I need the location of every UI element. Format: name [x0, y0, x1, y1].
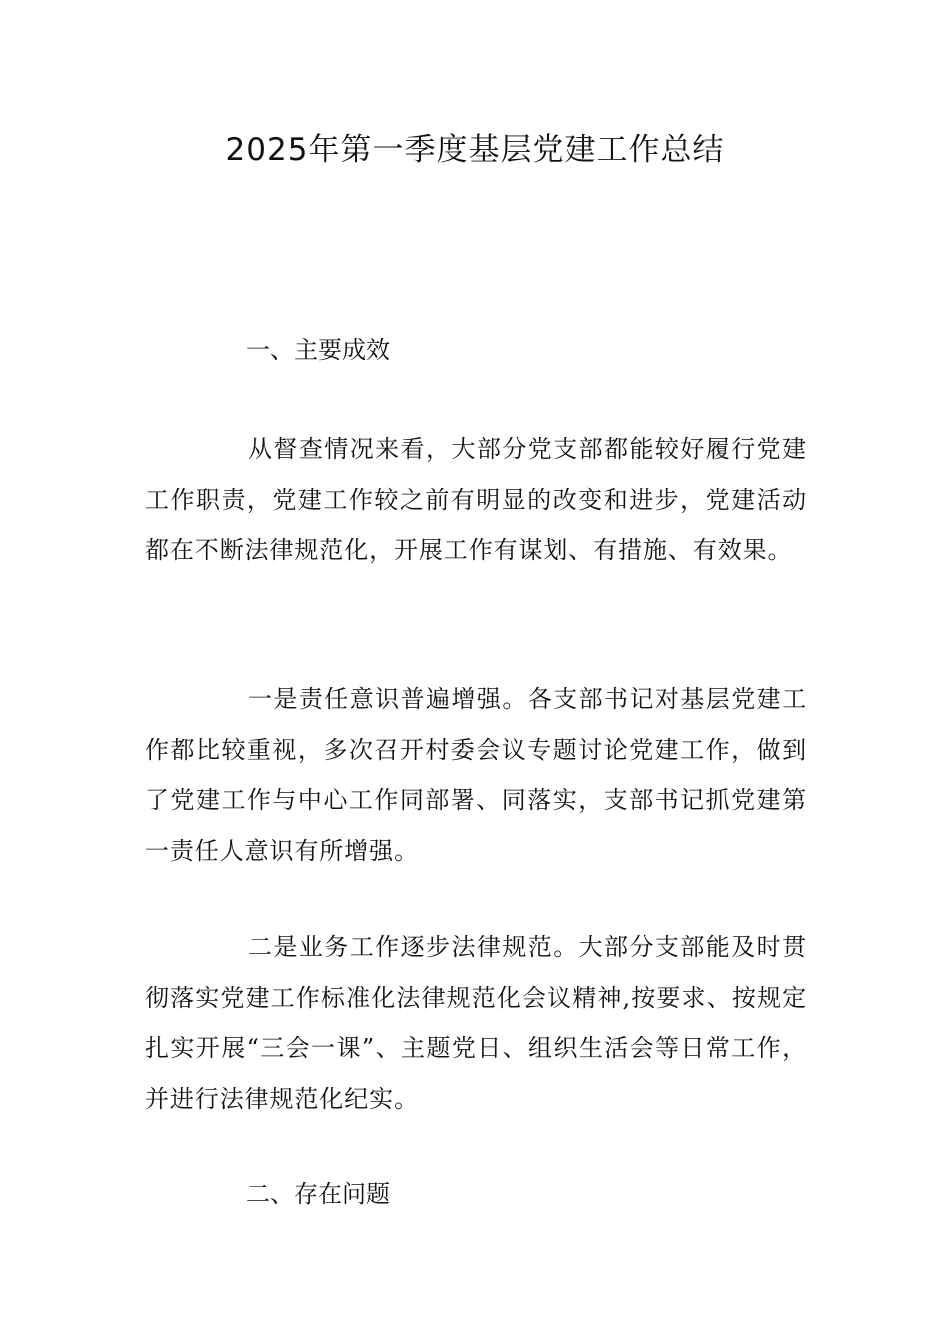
paragraph-responsibility: 一是责任意识普遍增强。各支部书记对基层党建工作都比较重视，多次召开村委会议专题讨论党建工作，做到了党建工作与中心工作同部署、同落实，支部书记抓党建第一责任人意识有所增强。 — [145, 685, 807, 865]
paragraph-overview: 从督查情况来看，大部分党支部都能较好履行党建工作职责，党建工作较之前有明显的改变和进步，党建活动都在不断法律规范化，开展工作有谋划、有措施、有效果。 — [145, 435, 807, 564]
paragraph-standardization: 二是业务工作逐步法律规范。大部分支部能及时贯彻落实党建工作标准化法律规范化会议精神,按要求、按规定扎实开展“三会一课”、主题党日、组织生活会等日常工作，并进行法律规范化纪实。 — [145, 933, 807, 1113]
section-heading-achievements: 一、主要成效 — [246, 336, 390, 364]
section-heading-problems: 二、存在问题 — [246, 1180, 390, 1208]
document-title: 2025年第一季度基层党建工作总结 — [225, 132, 725, 168]
